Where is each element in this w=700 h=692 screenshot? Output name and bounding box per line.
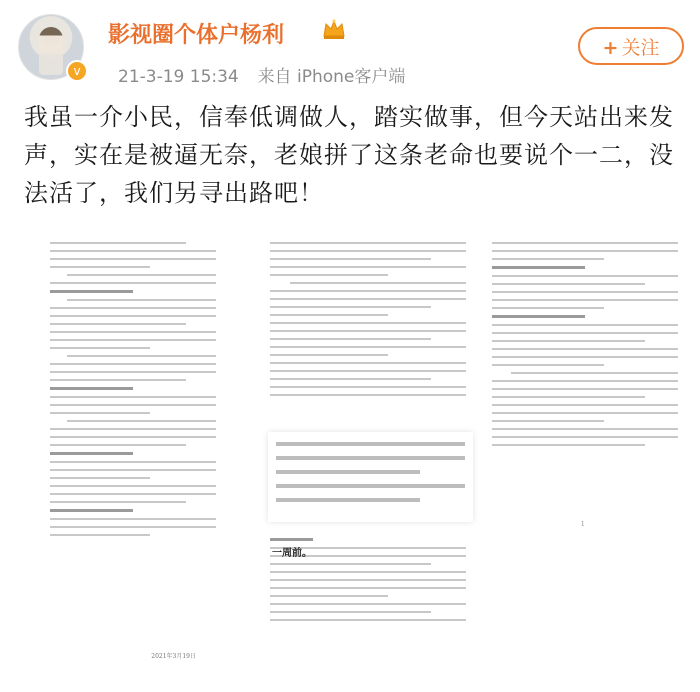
- text-line: [492, 388, 678, 390]
- text-line: [50, 250, 216, 252]
- text-line: [290, 282, 466, 284]
- post-meta: [118, 62, 405, 87]
- document-date: 2021年3月19日: [151, 653, 196, 660]
- text-line: [492, 250, 678, 252]
- text-line: [50, 518, 216, 520]
- text-line: [67, 420, 216, 422]
- text-line: [50, 323, 186, 325]
- text-line: [492, 258, 604, 260]
- text-line: [492, 364, 604, 366]
- text-line: [50, 501, 186, 503]
- text-line: [50, 363, 216, 365]
- text-line: [492, 340, 645, 342]
- text-line: [270, 386, 466, 388]
- text-line: [67, 355, 216, 357]
- text-line: [50, 485, 216, 487]
- text-line: [50, 282, 216, 284]
- text-line: [492, 420, 604, 422]
- text-line: [276, 470, 420, 474]
- text-line: [492, 299, 678, 301]
- document-page-right: [482, 232, 688, 532]
- text-line: [276, 484, 465, 488]
- post-timestamp[interactable]: 21-3-19 15:34: [118, 67, 239, 87]
- text-line: [50, 469, 216, 471]
- text-line: [270, 579, 466, 581]
- text-line: [276, 442, 465, 446]
- zoom-caption: 一周前。: [272, 548, 312, 559]
- text-line: [50, 347, 150, 349]
- follow-label: 关注: [621, 37, 660, 59]
- text-line: [270, 370, 466, 372]
- text-line: [492, 242, 678, 244]
- text-line: [492, 291, 678, 293]
- text-line: [67, 299, 216, 301]
- text-line: [492, 380, 678, 382]
- text-line: [50, 242, 186, 244]
- text-line: [492, 332, 678, 334]
- zoomed-text-panel: [268, 432, 473, 522]
- text-line: [270, 378, 431, 380]
- text-line: [50, 266, 150, 268]
- text-line: [50, 315, 216, 317]
- text-line: [50, 428, 216, 430]
- text-line: [270, 587, 466, 589]
- text-line: [270, 330, 466, 332]
- text-line: [270, 298, 466, 300]
- text-line: [276, 456, 465, 460]
- text-line: [492, 404, 678, 406]
- follow-button[interactable]: [578, 27, 684, 65]
- page-number: 1: [580, 521, 585, 528]
- text-line: [50, 379, 186, 381]
- text-line: [270, 274, 388, 276]
- text-line: [276, 498, 420, 502]
- text-line: [67, 274, 216, 276]
- text-line: [492, 283, 645, 285]
- user-name[interactable]: 影视圈个体户杨利: [108, 23, 285, 48]
- text-line: [270, 346, 466, 348]
- text-line: [492, 428, 678, 430]
- text-line: [270, 306, 431, 308]
- text-line: [270, 258, 431, 260]
- text-line: [270, 266, 466, 268]
- text-line: [492, 324, 678, 326]
- text-line: [270, 394, 466, 396]
- text-line: [50, 436, 216, 438]
- text-line: [50, 404, 216, 406]
- text-line: [270, 611, 431, 613]
- text-line: [492, 436, 678, 438]
- text-line: [492, 275, 678, 277]
- text-line: [50, 258, 216, 260]
- text-line: [50, 396, 216, 398]
- text-line: [270, 322, 466, 324]
- text-line: [270, 250, 466, 252]
- text-line: [492, 412, 678, 414]
- text-line: [50, 444, 186, 446]
- text-line: [511, 372, 678, 374]
- section-heading: [50, 387, 133, 390]
- text-line: [270, 314, 388, 316]
- text-line: [270, 354, 388, 356]
- text-line: [270, 619, 466, 621]
- text-line: [50, 477, 150, 479]
- text-line: [492, 444, 645, 446]
- text-line: [492, 396, 645, 398]
- text-line: [270, 362, 466, 364]
- text-line: [492, 307, 604, 309]
- section-heading: [492, 266, 585, 269]
- section-heading: [50, 509, 133, 512]
- section-heading: [50, 452, 133, 455]
- text-line: [50, 307, 216, 309]
- text-line: [50, 331, 216, 333]
- document-page-left: [40, 232, 226, 672]
- text-line: [50, 526, 216, 528]
- post-header: [0, 0, 700, 90]
- text-line: [50, 339, 216, 341]
- text-line: [50, 371, 216, 373]
- post-image[interactable]: [0, 222, 700, 692]
- post-source: 来自 iPhone客户端: [257, 67, 406, 87]
- text-line: [492, 348, 678, 350]
- text-line: [270, 290, 466, 292]
- text-line: [270, 571, 466, 573]
- text-line: [270, 595, 388, 597]
- text-line: [492, 356, 678, 358]
- text-line: [50, 534, 150, 536]
- verified-icon: v: [66, 60, 88, 82]
- section-heading: [50, 290, 133, 293]
- text-line: [50, 412, 150, 414]
- post-text: 我虽一介小民，信奉低调做人，踏实做事，但今天站出来发声，实在是被逼无奈，老娘拼了这条老命也要说个一二，没法活了，我们另寻出路吧！: [24, 103, 674, 207]
- text-line: [50, 461, 216, 463]
- section-heading: [492, 315, 585, 318]
- text-line: [270, 338, 431, 340]
- section-heading: [270, 538, 313, 541]
- text-line: [50, 493, 216, 495]
- avatar-figure: [39, 27, 63, 75]
- crown-icon: [322, 18, 346, 40]
- plus-icon: +: [602, 37, 619, 59]
- text-line: [270, 603, 466, 605]
- text-line: [270, 242, 466, 244]
- text-line: [270, 563, 431, 565]
